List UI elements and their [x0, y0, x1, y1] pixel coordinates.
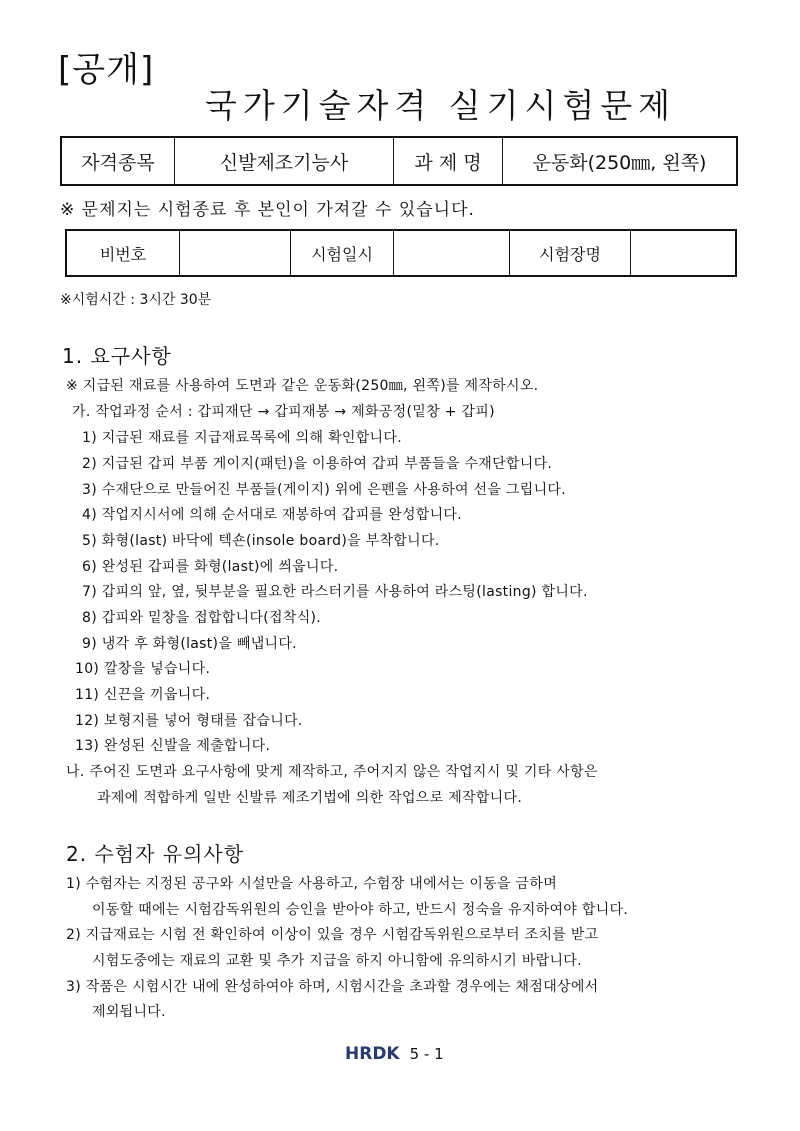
- task-value: 운동화(250㎜, 왼쪽): [503, 137, 738, 185]
- step-item: 9) 냉각 후 화형(last)을 빼냅니다.: [82, 636, 297, 652]
- exam-time: ※시험시간 : 3시간 30분: [60, 292, 212, 308]
- section1-intro: ※ 지급된 재료를 사용하여 도면과 같은 운동화(250㎜, 왼쪽)를 제작하시오.: [66, 378, 539, 394]
- page-number: 5 - 1: [409, 1045, 444, 1063]
- section1-sub-a: 가. 작업과정 순서 : 갑피재단 → 갑피재봉 → 제화공정(밑창 + 갑피): [72, 404, 495, 420]
- step-item: 10) 깔창을 넣습니다.: [75, 661, 211, 677]
- step-item: 1) 지급된 재료를 지급재료목록에 의해 확인합니다.: [82, 430, 402, 446]
- step-item: 7) 갑피의 앞, 옆, 뒷부분을 필요한 라스터기를 사용하여 라스팅(lasting) 합니다.: [82, 584, 588, 600]
- exam-id-value[interactable]: [180, 230, 291, 276]
- step-item: 5) 화형(last) 바닥에 텍숀(insole board)을 부착합니다.: [82, 533, 440, 549]
- section1-heading: 1. 요구사항: [62, 344, 172, 368]
- caution-item-cont: 이동할 때에는 시험감독위원의 승인을 받아야 하고, 반드시 정숙을 유지하여야 합니다.: [92, 902, 629, 918]
- exam-place-value[interactable]: [631, 230, 737, 276]
- section1-sub-b-cont: 과제에 적합하게 일반 신발류 제조기법에 의한 작업으로 제작합니다.: [97, 790, 523, 806]
- step-item: 4) 작업지시서에 의해 순서대로 재봉하여 갑피를 완성합니다.: [82, 507, 462, 523]
- step-item: 12) 보형지를 넣어 형태를 잡습니다.: [75, 713, 303, 729]
- field-value: 신발제조기능사: [175, 137, 394, 185]
- exam-place-label: 시험장명: [510, 230, 631, 276]
- step-item: 8) 갑피와 밑창을 접합합니다(접착식).: [82, 610, 322, 626]
- page-title: 국가기술자격 실기시험문제: [205, 86, 677, 125]
- step-item: 11) 신끈을 끼웁니다.: [75, 687, 211, 703]
- field-label: 자격종목: [61, 137, 175, 185]
- task-label: 과 제 명: [394, 137, 503, 185]
- step-item: 3) 수재단으로 만들어진 부품들(게이지) 위에 은펜을 사용하여 선을 그립니다.: [82, 482, 566, 498]
- step-item: 2) 지급된 갑피 부품 게이지(패턴)을 이용하여 갑피 부품들을 수재단합니다.: [82, 456, 553, 472]
- disclosure-tag: [공개]: [58, 50, 155, 90]
- caution-item: 1) 수험자는 지정된 공구와 시설만을 사용하고, 수험장 내에서는 이동을 금하며: [66, 876, 558, 892]
- section2-heading: 2. 수험자 유의사항: [66, 842, 245, 866]
- notice-text: ※ 문제지는 시험종료 후 본인이 가져갈 수 있습니다.: [60, 200, 475, 220]
- caution-item-cont: 시험도중에는 재료의 교환 및 추가 지급을 하지 아니함에 유의하시기 바랍니다.: [92, 953, 582, 969]
- exam-id-label: 비번호: [66, 230, 180, 276]
- section1-sub-b: 나. 주어진 도면과 요구사항에 맞게 제작하고, 주어지지 않은 작업지시 및 기타 사항은: [66, 764, 598, 780]
- footer: [345, 1044, 444, 1064]
- hrdk-logo: HRDK: [345, 1044, 400, 1064]
- caution-item: 2) 지급재료는 시험 전 확인하여 이상이 있을 경우 시험감독위원으로부터 조치를 받고: [66, 927, 599, 943]
- caution-item-cont: 제외됩니다.: [92, 1004, 166, 1020]
- exam-date-label: 시험일시: [291, 230, 394, 276]
- exam-info-table: [65, 229, 737, 277]
- exam-date-value[interactable]: [394, 230, 510, 276]
- info-table: [60, 136, 738, 186]
- caution-item: 3) 작품은 시험시간 내에 완성하여야 하며, 시험시간을 초과할 경우에는 채점대상에서: [66, 979, 599, 995]
- step-item: 6) 완성된 갑피를 화형(last)에 씌웁니다.: [82, 559, 339, 575]
- step-item: 13) 완성된 신발을 제출합니다.: [75, 738, 271, 754]
